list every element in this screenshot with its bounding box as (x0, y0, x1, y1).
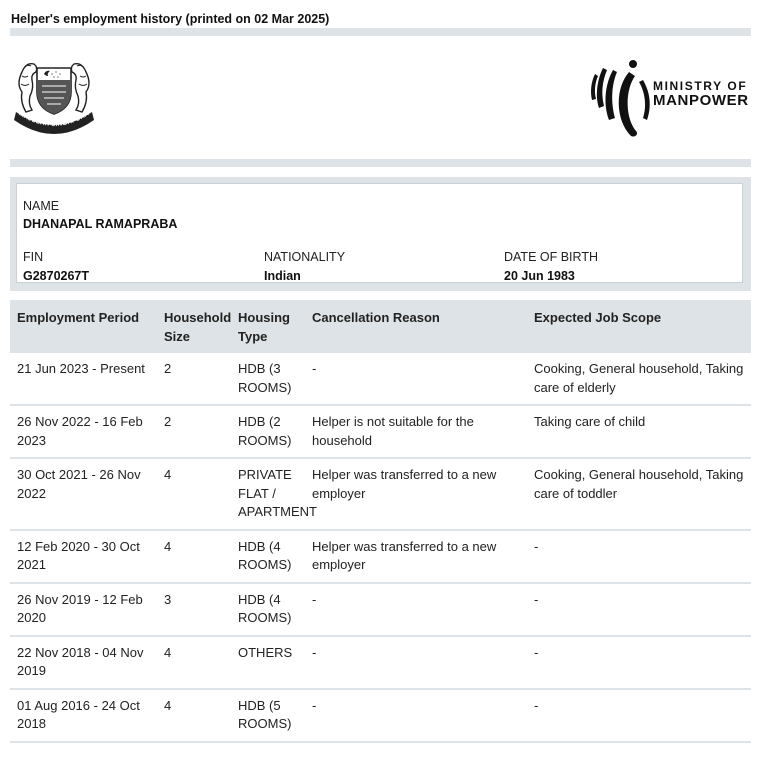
cell-housing-type: HDB (5 ROOMS) (231, 689, 305, 742)
mom-logo-text (653, 80, 749, 108)
cell-cancellation-reason: - (305, 689, 527, 742)
cell-housing-type: HDB (4 ROOMS) (231, 583, 305, 636)
cell-household-size: 3 (157, 583, 231, 636)
table-row (10, 353, 751, 405)
page-title: Helper's employment history (printed on 02 Mar 2025) (11, 12, 330, 26)
dob-value: 20 Jun 1983 (504, 269, 575, 283)
name-label: NAME (23, 199, 60, 213)
cell-housing-type: HDB (2 ROOMS) (231, 405, 305, 458)
cell-cancellation-reason: - (305, 636, 527, 689)
cell-household-size: 4 (157, 530, 231, 583)
cell-period: 26 Nov 2019 - 12 Feb 2020 (10, 583, 157, 636)
cell-job-scope: - (527, 583, 751, 636)
table-row (10, 583, 751, 636)
cell-period: 01 Aug 2016 - 24 Oct 2018 (10, 689, 157, 742)
cell-cancellation-reason: Helper was transferred to a new employer (305, 530, 527, 583)
table-row (10, 458, 751, 530)
table-row (10, 689, 751, 742)
header-cancellation-reason: Cancellation Reason (305, 300, 527, 353)
mom-logo-line2: MANPOWER (653, 92, 749, 109)
fin-label: FIN (23, 250, 44, 264)
cell-household-size: 4 (157, 636, 231, 689)
cell-housing-type: PRIVATE FLAT / APARTMENT (231, 458, 305, 530)
employment-history-table (10, 300, 751, 743)
cell-job-scope: - (527, 636, 751, 689)
cell-job-scope: - (527, 530, 751, 583)
nationality-value: Indian (264, 269, 301, 283)
cell-job-scope: Cooking, General household, Taking care of toddler (527, 458, 751, 530)
cell-job-scope: Taking care of child (527, 405, 751, 458)
table-row (10, 405, 751, 458)
cell-cancellation-reason: - (305, 583, 527, 636)
cell-period: 26 Nov 2022 - 16 Feb 2023 (10, 405, 157, 458)
cell-job-scope: - (527, 689, 751, 742)
cell-housing-type: HDB (4 ROOMS) (231, 530, 305, 583)
header-expected-job-scope: Expected Job Scope (527, 300, 751, 353)
cell-household-size: 2 (157, 353, 231, 405)
crest-motto: MAJULAH SINGAPURA (17, 110, 91, 129)
cell-period: 22 Nov 2018 - 04 Nov 2019 (10, 636, 157, 689)
header-household-size: Household Size (157, 300, 231, 353)
table-row (10, 530, 751, 583)
cell-housing-type: OTHERS (231, 636, 305, 689)
cell-household-size: 2 (157, 405, 231, 458)
cell-cancellation-reason: Helper was transferred to a new employer (305, 458, 527, 530)
helper-info-panel (10, 177, 751, 291)
table-header-row (10, 300, 751, 353)
cell-job-scope: Cooking, General household, Taking care of elderly (527, 353, 751, 405)
name-value: DHANAPAL RAMAPRABA (23, 217, 178, 231)
dob-label: DATE OF BIRTH (504, 250, 598, 264)
helper-info-box (16, 183, 743, 283)
cell-period: 21 Jun 2023 - Present (10, 353, 157, 405)
fin-value: G2870267T (23, 269, 90, 283)
cell-cancellation-reason: - (305, 353, 527, 405)
cell-household-size: 4 (157, 689, 231, 742)
mom-logo-line1: MINISTRY OF (653, 79, 748, 93)
cell-period: 30 Oct 2021 - 26 Nov 2022 (10, 458, 157, 530)
cell-period: 12 Feb 2020 - 30 Oct 2021 (10, 530, 157, 583)
cell-cancellation-reason: Helper is not suitable for the household (305, 405, 527, 458)
header-employment-period: Employment Period (10, 300, 157, 353)
header-divider (10, 28, 751, 36)
section-divider (10, 159, 751, 167)
cell-housing-type: HDB (3 ROOMS) (231, 353, 305, 405)
cell-household-size: 4 (157, 458, 231, 530)
header-housing-type: Housing Type (231, 300, 305, 353)
singapore-crest-icon (12, 56, 96, 134)
table-row (10, 636, 751, 689)
mom-logo-icon (589, 58, 655, 138)
nationality-label: NATIONALITY (264, 250, 346, 264)
